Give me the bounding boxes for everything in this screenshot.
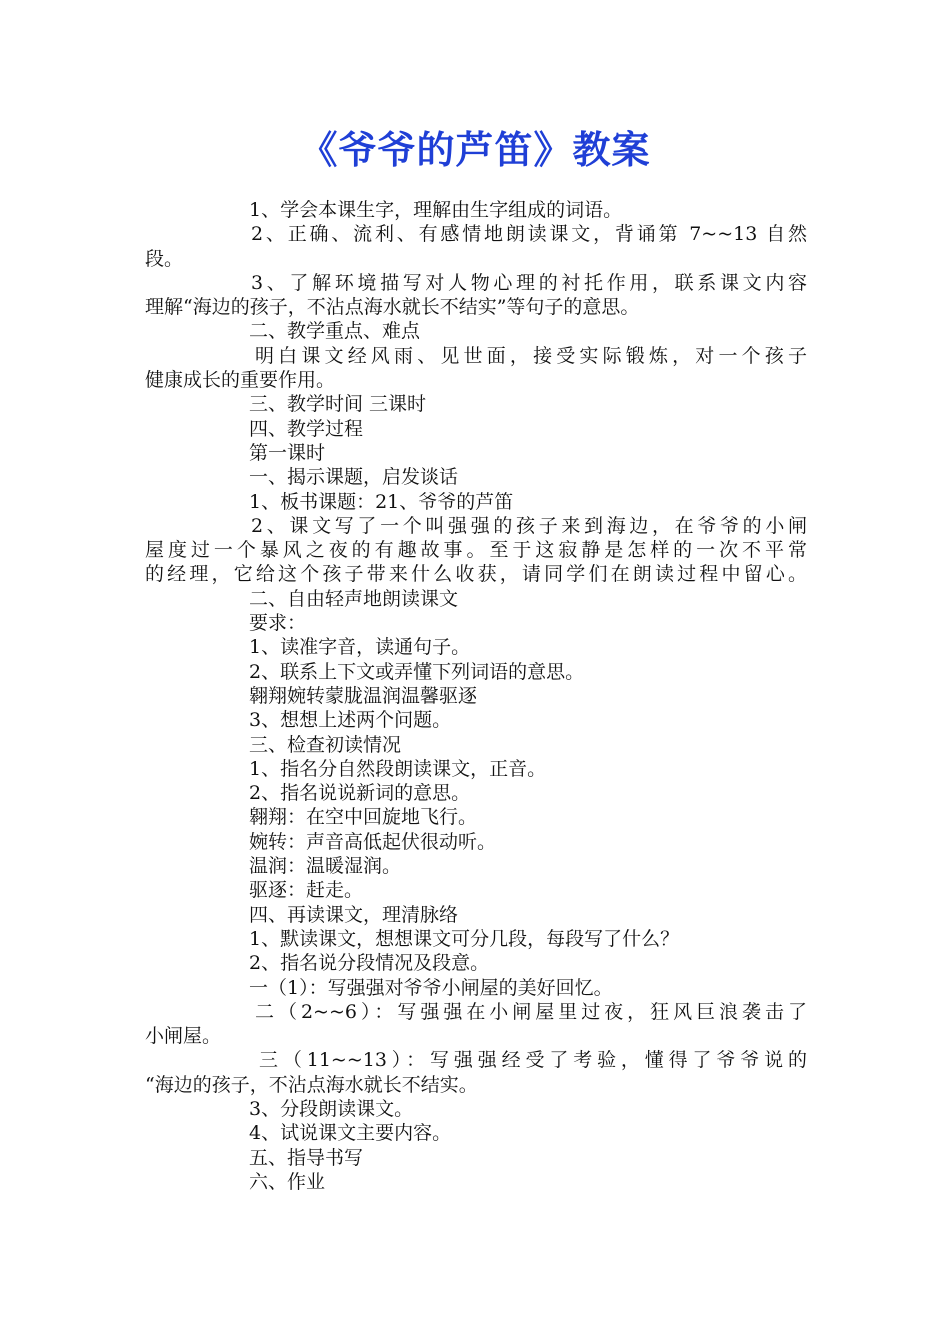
text-line: 2、课文写了一个叫强强的孩子来到海边，在爷爷的小闸 xyxy=(251,514,807,537)
text-line: 驱逐：赶走。 xyxy=(249,879,364,902)
text-line: 五、指导书写 xyxy=(249,1146,364,1169)
text-line: 的经理，它给这个孩子带来什么收获，请同学们在朗读过程中留心。 xyxy=(145,563,807,586)
text-line: 温润：温暖湿润。 xyxy=(249,855,402,878)
text-line: 三（11~~13）：写强强经受了考验，懂得了爷爷说的 xyxy=(259,1049,807,1072)
text-line: “海边的孩子，不沾点海水就长不结实。 xyxy=(145,1073,478,1096)
page-title: 《爷爷的芦笛》教案 xyxy=(299,128,651,172)
text-line: 2、指名说说新词的意思。 xyxy=(249,782,471,805)
text-line: 2、联系上下文或弄懂下列词语的意思。 xyxy=(249,660,585,683)
text-line: 2、指名说分段情况及段意。 xyxy=(249,952,490,975)
text-line: 一（1）：写强强对爷爷小闸屋的美好回忆。 xyxy=(249,976,613,999)
text-line: 二、自由轻声地朗读课文 xyxy=(249,587,459,610)
text-line: 3、了解环境描写对人物心理的衬托作用，联系课文内容 xyxy=(251,271,807,294)
text-line: 三、检查初读情况 xyxy=(249,733,402,756)
text-line: 第一课时 xyxy=(249,441,326,464)
text-line: 二（2~~6）：写强强在小闸屋里过夜，狂风巨浪袭击了 xyxy=(255,1000,807,1023)
text-line: 明白课文经风雨、见世面，接受实际锻炼，对一个孩子 xyxy=(255,344,807,367)
text-line: 3、分段朗读课文。 xyxy=(249,1097,414,1120)
document-body xyxy=(145,198,807,1194)
text-line: 婉转：声音高低起伏很动听。 xyxy=(249,830,497,853)
text-line: 小闸屋。 xyxy=(145,1025,222,1048)
text-line: 一、揭示课题，启发谈话 xyxy=(249,466,459,489)
text-line: 1、板书课题：21、爷爷的芦笛 xyxy=(249,490,514,513)
text-line: 1、读准字音，读通句子。 xyxy=(249,636,471,659)
text-line: 健康成长的重要作用。 xyxy=(145,369,336,392)
text-line: 四、再读课文，理清脉络 xyxy=(249,903,459,926)
text-line: 屋度过一个暴风之夜的有趣故事。至于这寂静是怎样的一次不平常 xyxy=(145,539,807,562)
text-line: 翱翔婉转蒙胧温润温馨驱逐 xyxy=(249,684,478,707)
text-line: 要求： xyxy=(249,612,307,635)
text-line: 1、学会本课生字，理解由生字组成的词语。 xyxy=(249,199,623,221)
text-line: 1、指名分自然段朗读课文，正音。 xyxy=(249,757,547,780)
text-line: 3、想想上述两个问题。 xyxy=(249,709,452,732)
text-line: 1、默读课文，想想课文可分几段，每段写了什么？ xyxy=(249,927,680,950)
text-line: 2、正确、流利、有感情地朗读课文，背诵第 7~~13 自然 xyxy=(251,223,807,246)
text-line: 六、作业 xyxy=(249,1170,326,1193)
text-line: 二、教学重点、难点 xyxy=(249,320,421,343)
text-line: 翱翔：在空中回旋地飞行。 xyxy=(249,806,478,829)
text-line: 三、教学时间 三课时 xyxy=(249,393,427,416)
text-line: 4、试说课文主要内容。 xyxy=(249,1122,452,1145)
text-line: 理解“海边的孩子，不沾点海水就长不结实”等句子的意思。 xyxy=(145,296,640,319)
text-line: 段。 xyxy=(145,247,184,270)
text-line: 四、教学过程 xyxy=(249,417,364,440)
